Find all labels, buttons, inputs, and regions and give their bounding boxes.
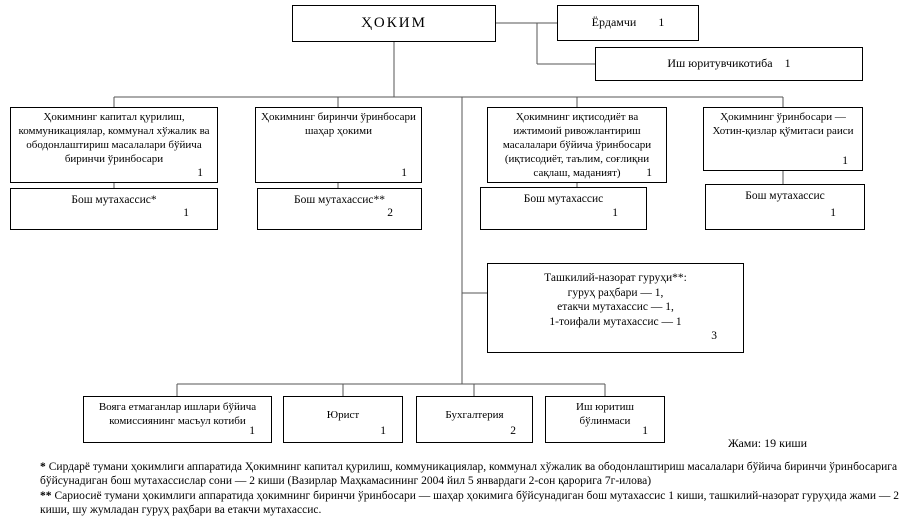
unit-count: 2 [510, 425, 516, 438]
footnote-1-text: Сирдарё тумани ҳокимлиги аппаратида Ҳокимнинг капитал қурилиш, коммуникациялар, коммунал хўжалик ва ободонлаштириш масалалари бўйича биринчи ўринбосарига бўйсунадиган бош мутахассислар сони — 2 киши (Вазирлар Маҳкамасининг 2004 йил 5 январдаги 2-сон қарорига 7г-илова) [40, 461, 898, 488]
control-group-count: 3 [711, 330, 717, 343]
accounting-box [416, 396, 533, 443]
unit-count: 1 [380, 425, 386, 438]
unit-count: 1 [642, 425, 648, 438]
chief-specialist-box-1 [10, 188, 218, 230]
unit-label: Юрист [326, 409, 360, 421]
unit-label: Бухгалтерия [445, 409, 504, 421]
organizational-control-group-box [487, 263, 744, 353]
specialist-count: 1 [830, 207, 836, 220]
records-office-box [545, 396, 665, 443]
unit-label: Иш юритиш бўлинмаси [576, 401, 634, 427]
specialist-label: Бош мутахассис [523, 193, 604, 205]
chief-specialist-box-2 [257, 188, 422, 230]
footnote-2-marker: ** [40, 489, 52, 502]
clerk-box [595, 47, 863, 81]
deputy-count: 1 [842, 155, 848, 168]
deputy-economy-social-box [487, 107, 667, 183]
deputy-count: 1 [401, 167, 407, 180]
footnote-2-text: Сариосиё тумани ҳокимлиги аппаратида ҳокимнинг биринчи ўринбосари — шаҳар ҳокимига бўйсунадиган бош мутахассис 1 киши, ташкилий-назорат гуруҳида жами — 2 киши, шу жумладан гуруҳ раҳбари ва етакчи мутахассис. [40, 489, 900, 517]
specialist-count: 1 [612, 207, 618, 220]
deputy-women-committee-box [703, 107, 863, 171]
total-staff-label: Жами: 19 киши [728, 436, 808, 450]
control-group-line: етакчи мутахассис — 1, [557, 301, 674, 314]
footnote-1-marker: * [40, 461, 46, 473]
assistant-label: Ёрдамчи [591, 15, 637, 30]
deputy-label: Ҳокимнинг иқтисодиёт ва ижтимоий ривожлантириш масалалари бўйича ўринбосари (иқтисодиёт, таълим, соғлиқни сақлаш, маданият) [502, 111, 652, 179]
hokim-label: ҲОКИМ [361, 14, 427, 31]
deputy-count: 1 [197, 167, 203, 180]
footnote-1 [40, 460, 908, 489]
hokim-box [292, 5, 496, 42]
deputy-label: Ҳокимнинг биринчи ўринбосари шаҳар ҳокими [261, 111, 416, 137]
specialist-count: 1 [183, 207, 189, 220]
assistant-box [557, 5, 699, 41]
clerk-count: 1 [784, 56, 791, 71]
deputy-first-city-hokim-box [255, 107, 422, 183]
deputy-capital-construction-box [10, 107, 218, 183]
minors-commission-secretary-box [83, 396, 272, 443]
assistant-count: 1 [658, 15, 665, 30]
unit-count: 1 [249, 425, 255, 438]
lawyer-box [283, 396, 403, 443]
chief-specialist-box-3 [480, 187, 647, 230]
deputy-count: 1 [646, 167, 652, 180]
control-group-title: Ташкилий-назорат гуруҳи**: [544, 272, 687, 284]
footnotes [40, 460, 908, 518]
chief-specialist-box-4 [705, 184, 865, 230]
footnote-2 [40, 489, 908, 518]
control-group-line: гуруҳ раҳбари — 1, [567, 286, 664, 299]
specialist-label: Бош мутахассис* [71, 194, 157, 206]
deputy-label: Ҳокимнинг капитал қурилиш, коммуникациялар, коммунал хўжалик ва ободонлаштириш масалалари бўйича биринчи ўринбосари [18, 111, 210, 165]
control-group-line: 1-тоифали мутахассис — 1 [549, 315, 682, 328]
clerk-label: Иш юритувчикотиба [667, 56, 773, 71]
specialist-label: Бош мутахассис** [293, 194, 386, 206]
specialist-label: Бош мутахассис [745, 190, 825, 202]
deputy-label: Ҳокимнинг ўринбосари — Хотин-қизлар қўмитаси раиси [712, 111, 854, 137]
specialist-count: 2 [387, 207, 393, 220]
unit-label: Вояга етмаганлар ишлари бўйича комиссиянинг масъул котиби [98, 401, 257, 427]
